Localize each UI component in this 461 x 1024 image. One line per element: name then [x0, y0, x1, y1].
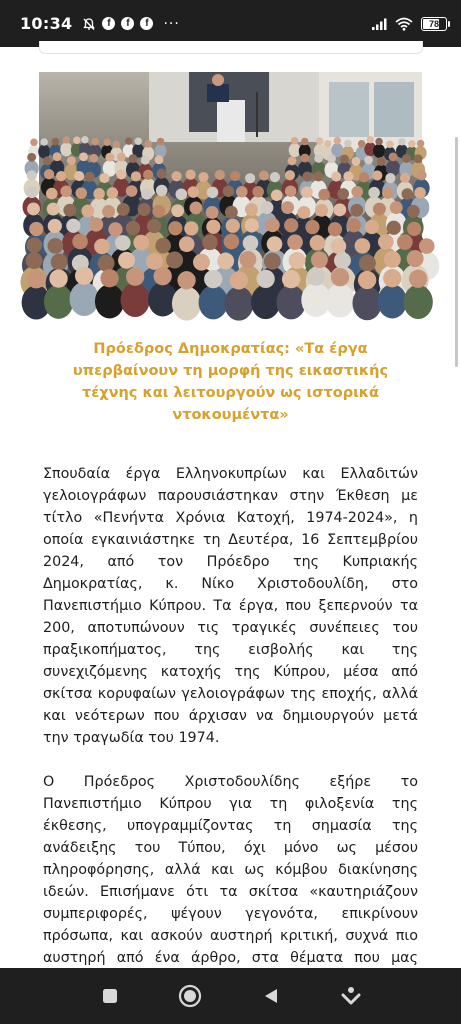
home-button[interactable] [176, 982, 204, 1010]
back-icon [261, 986, 281, 1006]
previous-card-edge [39, 41, 423, 54]
recent-apps-button[interactable] [96, 982, 124, 1010]
battery-icon [421, 17, 447, 31]
battery-level: 78 [428, 18, 439, 29]
assistant-button[interactable] [337, 982, 365, 1010]
back-button[interactable] [257, 982, 285, 1010]
navigation-bar [0, 968, 461, 1024]
article-paragraph: Ο Πρόεδρος Χριστοδουλίδης εξήρε το Πανεπιστήμιο Κύπρου για τη φιλοξενία της έκθεσης, υπογραμμίζοντας τη σημασία της ανάδειξης του Τύπου, όχι μόνο ως μέσου πληροφόρησης, αλλά και ως κόμβου διακίνησης ιδεών. Επισήμανε ότι τα σκίτσα «καυτηριάζουν συμπεριφορές, ψέγουν γεγονότα, επικρίνουν πρόσωπα, και ασκούν αυστηρή κριτική, συχνά πιο αυστηρή από ένα άρθρο, στα θέματα που μας [43, 774, 418, 967]
article-hero-image[interactable] [39, 72, 422, 288]
scrollbar[interactable] [455, 137, 458, 367]
facebook-icon: f [140, 17, 153, 30]
wifi-icon [395, 17, 413, 31]
notification-icons [82, 16, 179, 32]
home-icon [178, 984, 202, 1008]
more-dots-icon: ··· [163, 15, 180, 32]
status-time: 10:34 [20, 14, 73, 33]
article-paragraph: Σπουδαία έργα Ελληνοκυπρίων και Ελλαδιτών γελοιογράφων παρουσιάστηκαν στην Έκθεση με τίτλο «Πενήντα Χρόνια Κατοχή, 1974-2024», η οποία εγκαινιάστηκε τη Δευτέρα, 16 Σεπτεμβρίου 2024, από τον Πρόεδρο της Κυπριακής Δημοκρατίας, κ. Νίκο Χριστοδουλίδη, στο Πανεπιστήμιο Κύπρου. Τα έργα, που ξεπερνούν τα 200, αποτυπώνουν τις τραγικές συνέπειες του πραξικοπήματος, της εισβολής και της συνεχιζόμενης κατοχής της Κύπρου, μέσα από σκίτσα κορυφαίων γελοιογράφων της εποχής, αλλά και νεότερων που άρχισαν να δημιουργούν μετά την τραγωδία του 1974. [43, 466, 418, 747]
assistant-icon [340, 985, 362, 1007]
signal-icon [371, 17, 387, 31]
mute-icon [82, 17, 96, 31]
status-bar [0, 0, 461, 47]
recent-apps-icon [101, 987, 119, 1005]
facebook-icon: f [121, 17, 134, 30]
article-headline: Πρόεδρος Δημοκρατίας: «Τα έργα υπερβαίνουν τη μορφή της εικαστικής τέχνης και λειτουργούν ως ιστορικά ντοκουμέντα» [72, 341, 389, 423]
press-event-photo [39, 72, 422, 288]
article-content[interactable] [0, 47, 461, 968]
facebook-icon: f [102, 17, 115, 30]
